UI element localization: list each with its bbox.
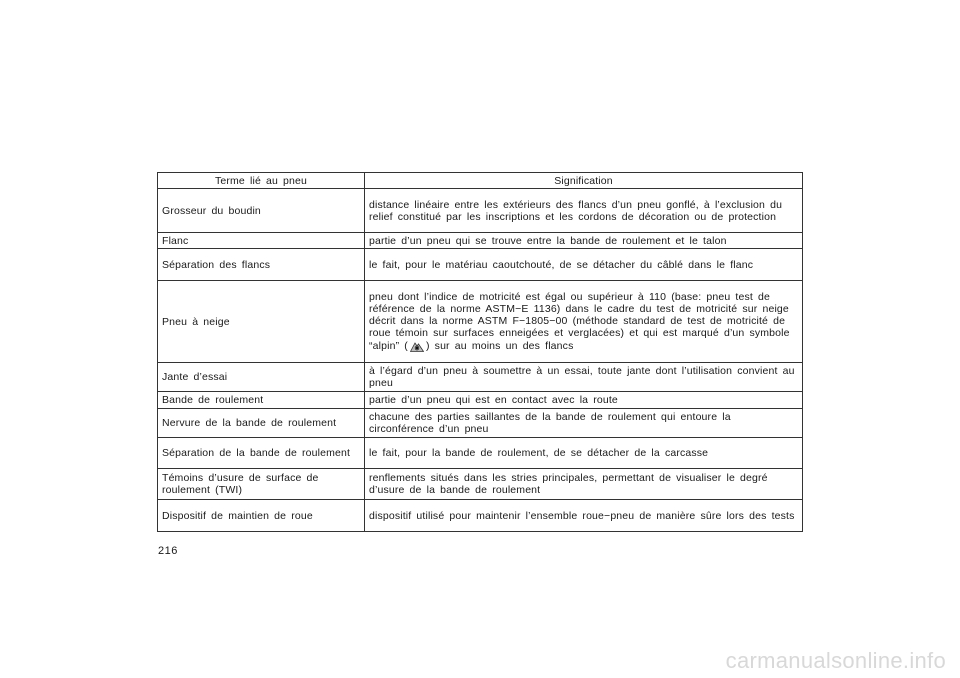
term-cell: Flanc xyxy=(158,233,365,249)
term-cell: Nervure de la bande de roulement xyxy=(158,409,365,438)
term-cell: Dispositif de maintien de roue xyxy=(158,500,365,532)
meaning-cell: partie d’un pneu qui est en contact avec la route xyxy=(365,392,803,409)
term-cell: Bande de roulement xyxy=(158,392,365,409)
term-cell: Jante d’essai xyxy=(158,363,365,392)
meaning-cell: chacune des parties saillantes de la bande de roulement qui entoure la circonférence d’un pneu xyxy=(365,409,803,438)
meaning-cell xyxy=(365,281,803,363)
table-row xyxy=(158,233,803,249)
table-row xyxy=(158,500,803,532)
header-term: Terme lié au pneu xyxy=(158,173,365,189)
meaning-cell: le fait, pour le matériau caoutchouté, de se détacher du câblé dans le flanc xyxy=(365,249,803,281)
term-cell: Grosseur du boudin xyxy=(158,189,365,233)
meaning-text-after-icon: ) sur au moins un des flancs xyxy=(425,340,574,352)
header-meaning: Signification xyxy=(365,173,803,189)
meaning-cell: partie d’un pneu qui se trouve entre la bande de roulement et le talon xyxy=(365,233,803,249)
table-row xyxy=(158,249,803,281)
meaning-cell: le fait, pour la bande de roulement, de se détacher de la carcasse xyxy=(365,438,803,469)
table-header-row xyxy=(158,173,803,189)
tire-terms-table xyxy=(157,172,803,532)
table-row xyxy=(158,392,803,409)
term-cell: Séparation de la bande de roulement xyxy=(158,438,365,469)
meaning-text-before-icon: pneu dont l’indice de motricité est égal ou supérieur à 110 (base: pneu test de référence de la norme ASTM−E 1136) dans le cadre du test de motricité sur neige décrit dans la norme ASTM F−1805−00 (méthode standard de test de motricité de roue témoin sur surfaces enneigées et verglacées) et qui est marqué d’un symbole “alpin” ( xyxy=(369,291,790,352)
watermark: carmanualsonline.info xyxy=(725,648,946,673)
table-row xyxy=(158,363,803,392)
table-row xyxy=(158,189,803,233)
table-row xyxy=(158,438,803,469)
term-cell: Pneu à neige xyxy=(158,281,365,363)
mountain-snowflake-icon xyxy=(410,339,424,352)
table-row xyxy=(158,281,803,363)
term-cell: Séparation des flancs xyxy=(158,249,365,281)
term-cell: Témoins d’usure de surface de roulement (TWI) xyxy=(158,469,365,500)
meaning-cell: renflements situés dans les stries principales, permettant de visualiser le degré d’usure de la bande de roulement xyxy=(365,469,803,500)
table-row xyxy=(158,469,803,500)
page-number: 216 xyxy=(158,545,178,557)
meaning-cell: à l’égard d’un pneu à soumettre à un essai, toute jante dont l’utilisation convient au pneu xyxy=(365,363,803,392)
meaning-cell: dispositif utilisé pour maintenir l’ensemble roue−pneu de manière sûre lors des tests xyxy=(365,500,803,532)
table-row xyxy=(158,409,803,438)
meaning-cell: distance linéaire entre les extérieurs des flancs d’un pneu gonflé, à l’exclusion du relief constitué par les inscriptions et les cordons de décoration ou de protection xyxy=(365,189,803,233)
